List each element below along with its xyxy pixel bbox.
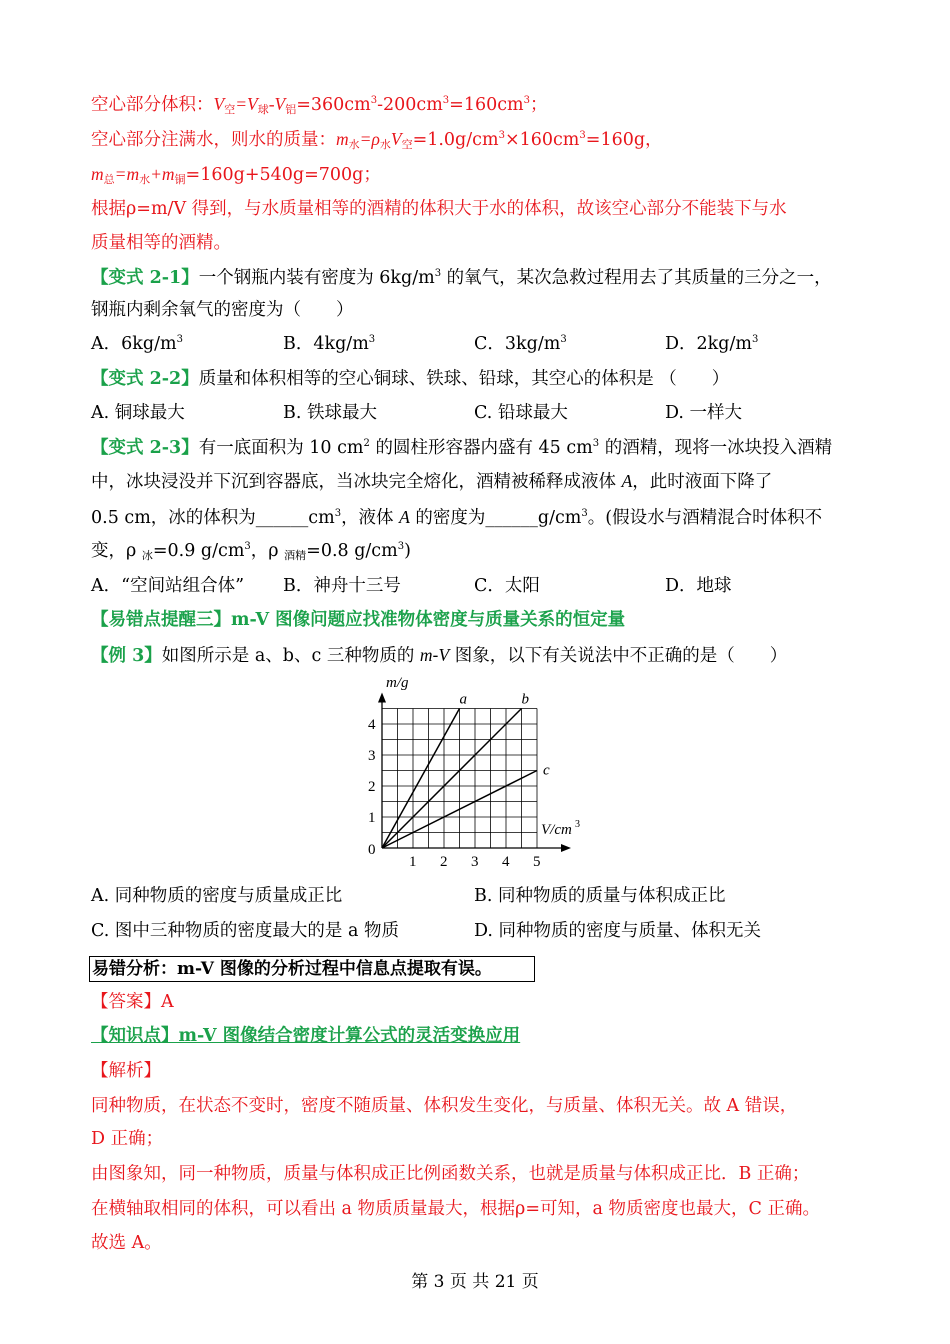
variant-2-2-option-c[interactable]: C. 铅球最大 (474, 403, 568, 423)
explanation-tag: 【解析】 (91, 1061, 161, 1081)
variant-2-2-option-d[interactable]: D. 一样大 (665, 403, 743, 423)
x-axis-label-sup: 3 (575, 819, 580, 830)
variant-2-2-option-b[interactable]: B. 铁球最大 (283, 403, 377, 423)
x-tick-label: 4 (502, 854, 510, 868)
series-line-b (382, 709, 522, 849)
variant-2-3-question-l4: 变，ρ $_冰$=0.9 $g/cm^3$，ρ $_{酒精}$=0.8 $g/cm^3$) (91, 541, 411, 562)
series-line-a (382, 709, 460, 849)
y-tick-label: 4 (368, 717, 376, 733)
y-tick-label: 3 (368, 748, 376, 764)
example-3-option-c[interactable]: C. 图中三种物质的密度最大的是 a 物质 (91, 921, 399, 941)
variant-2-3-question-l2: 中，冰块浸没并下沉到容器底，当冰块完全熔化，酒精被稀释成液体 A，此时液面下降了 (91, 471, 773, 492)
page-footer: 第 3 页 共 21 页 (411, 1272, 539, 1292)
x-tick-label: 2 (440, 854, 448, 868)
variant-2-1-option-d[interactable]: D．$2kg/m^3$ (665, 334, 759, 354)
explanation-line-4: 在横轴取相同的体积，可以看出 a 物质质量最大，根据ρ=可知，a 物质密度也最大，C 正确。 (91, 1199, 820, 1219)
solution-line-3: $m_总=m_水+m_铜=160g+540g=700g$； (91, 164, 381, 186)
variant-2-1-option-c[interactable]: C．$3kg/m^3$ (474, 334, 567, 354)
x-tick-label: 3 (471, 854, 479, 868)
explanation-line-5: 故选 A。 (91, 1233, 162, 1253)
x-tick-label: 5 (533, 854, 541, 868)
series-label-c: c (543, 762, 550, 779)
y-axis-label: m/g (386, 675, 409, 691)
variant-2-1-option-a[interactable]: A．$6kg/m^3$ (91, 334, 183, 354)
x-axis-arrow (561, 844, 571, 852)
variant-2-1-option-b[interactable]: B．$4kg/m^3$ (283, 334, 376, 354)
explanation-line-2: D 正确； (91, 1129, 164, 1149)
example-3-option-a[interactable]: A. 同种物质的密度与质量成正比 (91, 886, 343, 906)
explanation-line-3: 由图象知，同一种物质，质量与体积成正比例函数关系，也就是质量与体积成正比．B 正确； (91, 1164, 810, 1184)
series-label-a: a (459, 691, 467, 708)
explanation-line-1: 同种物质，在状态不变时，密度不随质量、体积发生变化，与质量、体积无关。故 A 错误， (91, 1096, 798, 1116)
y-axis-arrow (378, 693, 386, 703)
variant-2-2-question: 【变式 2-2】质量和体积相等的空心铜球、铁球、铅球，其空心的体积是 （ ） (91, 369, 730, 389)
x-tick-label: 1 (409, 854, 417, 868)
answer: 【答案】A (91, 992, 174, 1012)
variant-2-3-option-d[interactable]: D．地球 (665, 576, 732, 596)
solution-line-2: 空心部分注满水，则水的质量：$m_水=\rho_水V_空=1.0g/cm^3\times 160cm^3=160g$， (91, 129, 663, 151)
mistake-analysis-box: 易错分析：m-V 图像的分析过程中信息点提取有误。 (89, 956, 535, 982)
solution-line-4: 根据ρ=m/V 得到，与水质量相等的酒精的体积大于水的体积，故该空心部分不能装下与水 (91, 199, 787, 219)
m-v-chart (350, 672, 610, 868)
y-tick-label: 2 (368, 779, 376, 795)
x-axis-label: V/cm (541, 822, 572, 838)
series-label-b: b (521, 691, 529, 708)
solution-line-1: 空心部分体积：$V_空=V_球-V_铝=360cm^3-200cm^3=160cm^3$； (91, 94, 548, 116)
knowledge-point: 【知识点】m-V 图像结合密度计算公式的灵活变换应用 (91, 1026, 521, 1046)
reminder-3-heading: 【易错点提醒三】m-V 图像问题应找准物体密度与质量关系的恒定量 (91, 610, 626, 630)
variant-2-2-option-a[interactable]: A. 铜球最大 (91, 403, 185, 423)
example-3-option-d[interactable]: D. 同种物质的密度与质量、体积无关 (474, 921, 762, 941)
variant-2-3-option-c[interactable]: C．太阳 (474, 576, 540, 596)
y-tick-label: 1 (368, 810, 376, 826)
solution-line-5: 质量相等的酒精。 (91, 233, 231, 253)
origin-label: 0 (368, 842, 376, 858)
example-3-question: 【例 3】如图所示是 a、b、c 三种物质的 m-V 图象，以下有关说法中不正确的是（ ） (91, 645, 788, 666)
variant-2-3-question-l3: 0.5 cm，冰的体积为$\_\_\_\_\_\_cm^3$，液体 A 的密度为$\_\_\_\_\_\_g/cm^3$。(假设水与酒精混合时体积不 (91, 507, 823, 528)
variant-2-1-question-cont: 钢瓶内剩余氧气的密度为（ ） (91, 300, 354, 320)
example-3-option-b[interactable]: B. 同种物质的质量与体积成正比 (474, 886, 726, 906)
variant-2-3-option-b[interactable]: B．神舟十三号 (283, 576, 401, 596)
variant-2-3-option-a[interactable]: A．“空间站组合体” (91, 576, 245, 596)
variant-2-3-question-l1: 【变式 2-3】有一底面积为 10 $cm^2$ 的圆柱形容器内盛有 45 $cm^3$ 的酒精，现将一冰块投入酒精 (91, 438, 833, 458)
variant-2-1-question: 【变式 2-1】一个钢瓶内装有密度为 $6kg/m^3$ 的氧气，某次急救过程用去了其质量的三分之一， (91, 268, 832, 288)
